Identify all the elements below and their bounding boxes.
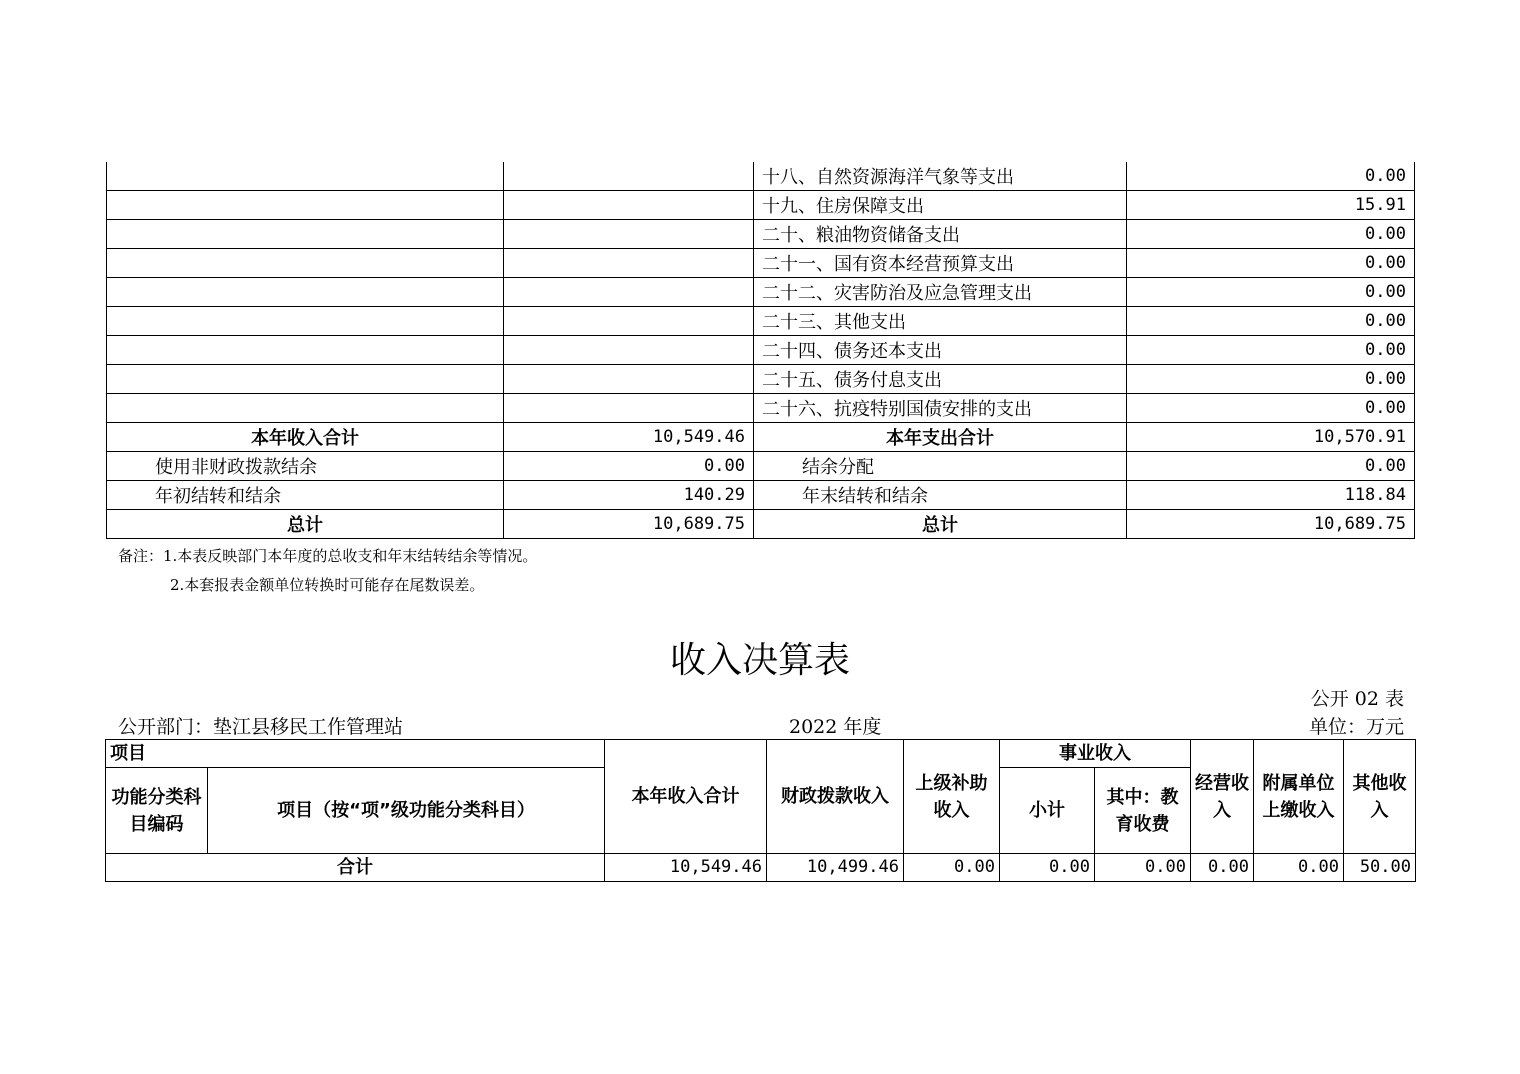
carryover-row: [107, 481, 1415, 510]
expense-row: [107, 249, 1415, 278]
header-operating: 经营收入: [1191, 740, 1254, 854]
empty-cell: [107, 249, 504, 278]
income-total-row: [106, 854, 1416, 882]
empty-cell: [504, 307, 754, 336]
expense-value: 0.00: [1127, 162, 1415, 191]
expense-total-label: 本年支出合计: [754, 423, 1127, 452]
header-business: 事业收入: [1000, 740, 1191, 768]
income-total-value: 10,549.46: [504, 423, 754, 452]
expense-value: 15.91: [1127, 191, 1415, 220]
empty-cell: [504, 191, 754, 220]
total-row-total: 10,549.46: [605, 854, 767, 882]
empty-cell: [107, 394, 504, 423]
expense-label: 二十六、抗疫特别国债安排的支出: [754, 394, 1127, 423]
empty-cell: [107, 278, 504, 307]
expense-row: [107, 394, 1415, 423]
expense-rows: [107, 162, 1415, 423]
expense-label: 二十、粮油物资储备支出: [754, 220, 1127, 249]
expense-label: 二十一、国有资本经营预算支出: [754, 249, 1127, 278]
expense-label: 二十三、其他支出: [754, 307, 1127, 336]
empty-cell: [504, 394, 754, 423]
end-carryover-label: 年末结转和结余: [754, 481, 1127, 510]
empty-cell: [504, 220, 754, 249]
grand-total-label-right: 总计: [754, 510, 1127, 539]
expense-row: [107, 365, 1415, 394]
header-other: 其他收入: [1344, 740, 1416, 854]
note-line-2: 2.本套报表金额单位转换时可能存在尾数误差。: [170, 576, 485, 594]
empty-cell: [107, 191, 504, 220]
empty-cell: [504, 278, 754, 307]
empty-cell: [504, 336, 754, 365]
header-total: 本年收入合计: [605, 740, 767, 854]
expense-row: [107, 336, 1415, 365]
department: 公开部门：垫江县移民工作管理站: [118, 716, 404, 738]
total-row-superior: 0.00: [904, 854, 1000, 882]
expense-row: [107, 162, 1415, 191]
annual-total-row: [107, 423, 1415, 452]
expense-row: [107, 307, 1415, 336]
grand-total-value-left: 10,689.75: [504, 510, 754, 539]
note-line-1: 备注：1.本表反映部门本年度的总收支和年末结转结余等情况。: [118, 547, 538, 565]
expense-value: 0.00: [1127, 249, 1415, 278]
end-carryover-value: 118.84: [1127, 481, 1415, 510]
income-header-row-1: [106, 740, 1416, 768]
empty-cell: [504, 162, 754, 191]
header-affiliate: 附属单位上缴收入: [1254, 740, 1344, 854]
header-fiscal: 财政拨款收入: [767, 740, 904, 854]
table-number: 公开 02 表: [1310, 688, 1404, 710]
distribution-value: 0.00: [1127, 452, 1415, 481]
empty-cell: [107, 336, 504, 365]
total-row-education: 0.00: [1095, 854, 1191, 882]
grand-total-row: [107, 510, 1415, 539]
total-row-affiliate: 0.00: [1254, 854, 1344, 882]
total-row-operating: 0.00: [1191, 854, 1254, 882]
header-subtotal: 小计: [1000, 768, 1095, 854]
expense-label: 二十五、债务付息支出: [754, 365, 1127, 394]
grand-total-label-left: 总计: [107, 510, 504, 539]
grand-total-value-right: 10,689.75: [1127, 510, 1415, 539]
header-func-code: 功能分类科目编码: [106, 768, 208, 854]
balance-row: [107, 452, 1415, 481]
header-item-desc: 项目（按“项”级功能分类科目）: [208, 768, 605, 854]
expense-value: 0.00: [1127, 336, 1415, 365]
empty-cell: [107, 162, 504, 191]
total-row-label: 合计: [106, 854, 605, 882]
empty-cell: [107, 365, 504, 394]
distribution-label: 结余分配: [754, 452, 1127, 481]
total-row-subtotal: 0.00: [1000, 854, 1095, 882]
unused-balance-label: 使用非财政拨款结余: [107, 452, 504, 481]
page-title: 收入决算表: [669, 640, 850, 681]
expense-value: 0.00: [1127, 307, 1415, 336]
expense-label: 十八、自然资源海洋气象等支出: [754, 162, 1127, 191]
begin-carryover-label: 年初结转和结余: [107, 481, 504, 510]
empty-cell: [107, 307, 504, 336]
expense-label: 十九、住房保障支出: [754, 191, 1127, 220]
expense-row: [107, 278, 1415, 307]
balance-table: [106, 162, 1415, 539]
unused-balance-value: 0.00: [504, 452, 754, 481]
expense-total-value: 10,570.91: [1127, 423, 1415, 452]
header-item: 项目: [106, 740, 605, 768]
empty-cell: [504, 365, 754, 394]
expense-value: 0.00: [1127, 394, 1415, 423]
income-total-label: 本年收入合计: [107, 423, 504, 452]
expense-value: 0.00: [1127, 220, 1415, 249]
expense-value: 0.00: [1127, 365, 1415, 394]
header-education: 其中：教育收费: [1095, 768, 1191, 854]
total-row-fiscal: 10,499.46: [767, 854, 904, 882]
expense-row: [107, 191, 1415, 220]
expense-label: 二十二、灾害防治及应急管理支出: [754, 278, 1127, 307]
expense-row: [107, 220, 1415, 249]
header-superior: 上级补助收入: [904, 740, 1000, 854]
income-table: [105, 739, 1416, 882]
total-row-other: 50.00: [1344, 854, 1416, 882]
unit-label: 单位：万元: [1308, 716, 1404, 738]
begin-carryover-value: 140.29: [504, 481, 754, 510]
expense-label: 二十四、债务还本支出: [754, 336, 1127, 365]
expense-value: 0.00: [1127, 278, 1415, 307]
empty-cell: [107, 220, 504, 249]
fiscal-year: 2022 年度: [789, 716, 882, 738]
empty-cell: [504, 249, 754, 278]
